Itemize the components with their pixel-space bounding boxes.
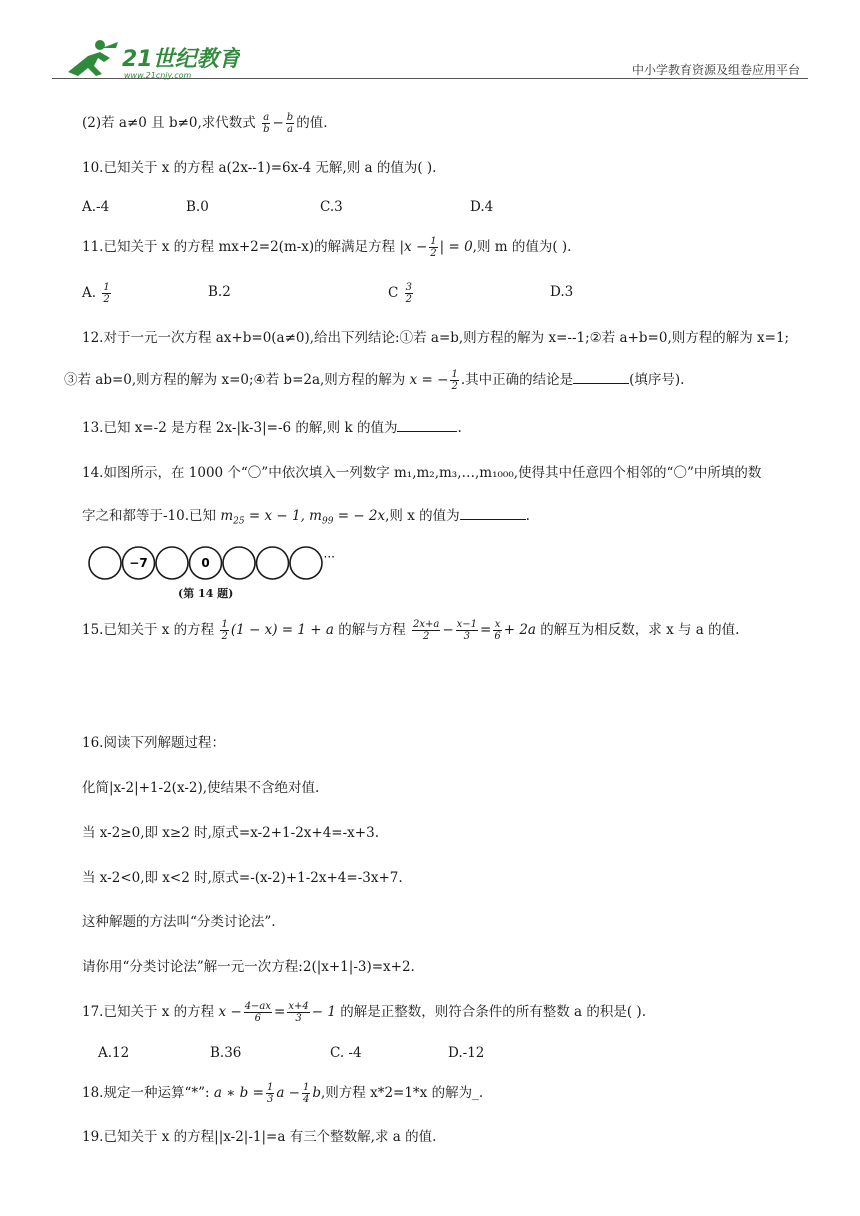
q14-ellipsis: ··· (323, 550, 335, 564)
q11-option-b: B.2 (208, 284, 231, 300)
q11-option-d: D.3 (550, 284, 574, 300)
logo-url: www.21cnjy.com (124, 71, 192, 80)
q14-line2: 字之和都等于-10.已知 $m_{25} = x - 1$, $m_{99}$ = − 2x,则 x 的值为 . (82, 508, 530, 527)
q17-option-c: C. -4 (330, 1045, 362, 1061)
frac-b-over-a: $\frac{b}{a}$ (286, 112, 294, 135)
logo-text: 21世纪教育 (122, 47, 240, 72)
q12-line1: 12.对于一元一次方程 ax+b=0(a≠0),给出下列结论:①若 a=b,则方程的解为 x=--1;②若 a+b=0,则方程的解为 x=1; (82, 330, 790, 346)
q12-answer-blank (573, 371, 629, 384)
q14-circle-5 (223, 547, 255, 579)
q19: 19.已知关于 x 的方程||x-2|-1|=a 有三个整数解,求 a 的值. (82, 1129, 437, 1145)
q17-option-d: D.-12 (448, 1045, 485, 1061)
q16-line5: 这种解题的方法叫“分类讨论法”. (82, 914, 276, 930)
q14-circle-6 (257, 547, 289, 579)
q14-circle-1 (89, 547, 121, 579)
q16-line4: 当 x-2<0,即 x<2 时,原式=-(x-2)+1-2x+4=-3x+7. (82, 870, 403, 886)
q11-option-c: C $\frac{3}{2}$ (388, 282, 413, 305)
q10-option-d: D.4 (470, 199, 494, 215)
q15: 15.已知关于 x 的方程 $\frac{1}{2}$ (1 − x) = 1 + a 的解与方程 $\frac{2x+a}{2}$ − $\frac{x-1}{3}$ = $\frac{x}{6}$ + 2a 的解互为相反数，求 x 与 a 的值. (82, 619, 740, 642)
q14-circle-label: −7 (129, 556, 148, 570)
q12-line2: ③若 ab=0,则方程的解为 x=0;④若 b=2a,则方程的解为 x = − $\frac{1}{2}$ .其中正确的结论是 (填序号). (64, 369, 685, 392)
header-rule (52, 78, 808, 79)
q14-answer-blank (460, 507, 526, 520)
q9-part2: (2)若 a≠0 且 b≠0,求代数式 $\frac{a}{b}$ − $\frac{b}{a}$ 的值. (82, 112, 328, 135)
q14-circle-label: 0 (201, 556, 210, 570)
q16-line6: 请你用“分类讨论法”解一元一次方程:2(|x+1|-3)=x+2. (82, 959, 415, 975)
platform-name: 中小学教育资源及组卷应用平台 (631, 63, 800, 77)
q14-circle-3 (156, 547, 188, 579)
q14-line1: 14.如图所示，在 1000 个“〇”中依次填入一列数字 m₁,m₂,m₃,…,m₁₀₀₀,使得其中任意四个相邻的“〇”中所填的数 (82, 465, 762, 481)
q13-answer-blank (397, 419, 457, 432)
q16-line1: 16.阅读下列解题过程： (82, 735, 225, 751)
q16-line3: 当 x-2≥0,即 x≥2 时,原式=x-2+1-2x+4=-x+3. (82, 825, 379, 841)
frac-a-over-b: $\frac{a}{b}$ (263, 112, 270, 135)
q14-circle-figure (88, 546, 348, 580)
q10-option-a: A.-4 (82, 199, 110, 215)
q14-caption: (第 14 题) (178, 587, 234, 600)
q17-option-a: A.12 (98, 1045, 130, 1061)
logo (60, 36, 240, 82)
q11-stem: 11.已知关于 x 的方程 mx+2=2(m-x)的解满足方程 |x − $\frac{1}{2}$ | = 0,则 m 的值为( ). (82, 236, 572, 259)
q14-circle-7 (290, 547, 322, 579)
q11-option-a: A. $\frac{1}{2}$ (82, 282, 110, 305)
q17-stem: 17.已知关于 x 的方程 x − $\frac{4-ax}{6}$ = $\frac{x+4}{3}$ − 1 的解是正整数，则符合条件的所有整数 a 的积是( ). (82, 1001, 646, 1024)
q18: 18.规定一种运算“*”: a ∗ b = $\frac{1}{3}$ a − $\frac{1}{4}$ b,则方程 x*2=1*x 的解为_. (82, 1082, 484, 1105)
q10-option-c: C.3 (320, 199, 343, 215)
q17-option-b: B.36 (210, 1045, 242, 1061)
q13: 13.已知 x=-2 是方程 2x-|k-3|=-6 的解,则 k 的值为 . (82, 420, 462, 436)
q10-stem: 10.已知关于 x 的方程 a(2x--1)=6x-4 无解,则 a 的值为( ). (82, 160, 437, 176)
q16-line2: 化简|x-2|+1-2(x-2),使结果不含绝对值. (82, 780, 320, 796)
q10-option-b: B.0 (186, 199, 209, 215)
